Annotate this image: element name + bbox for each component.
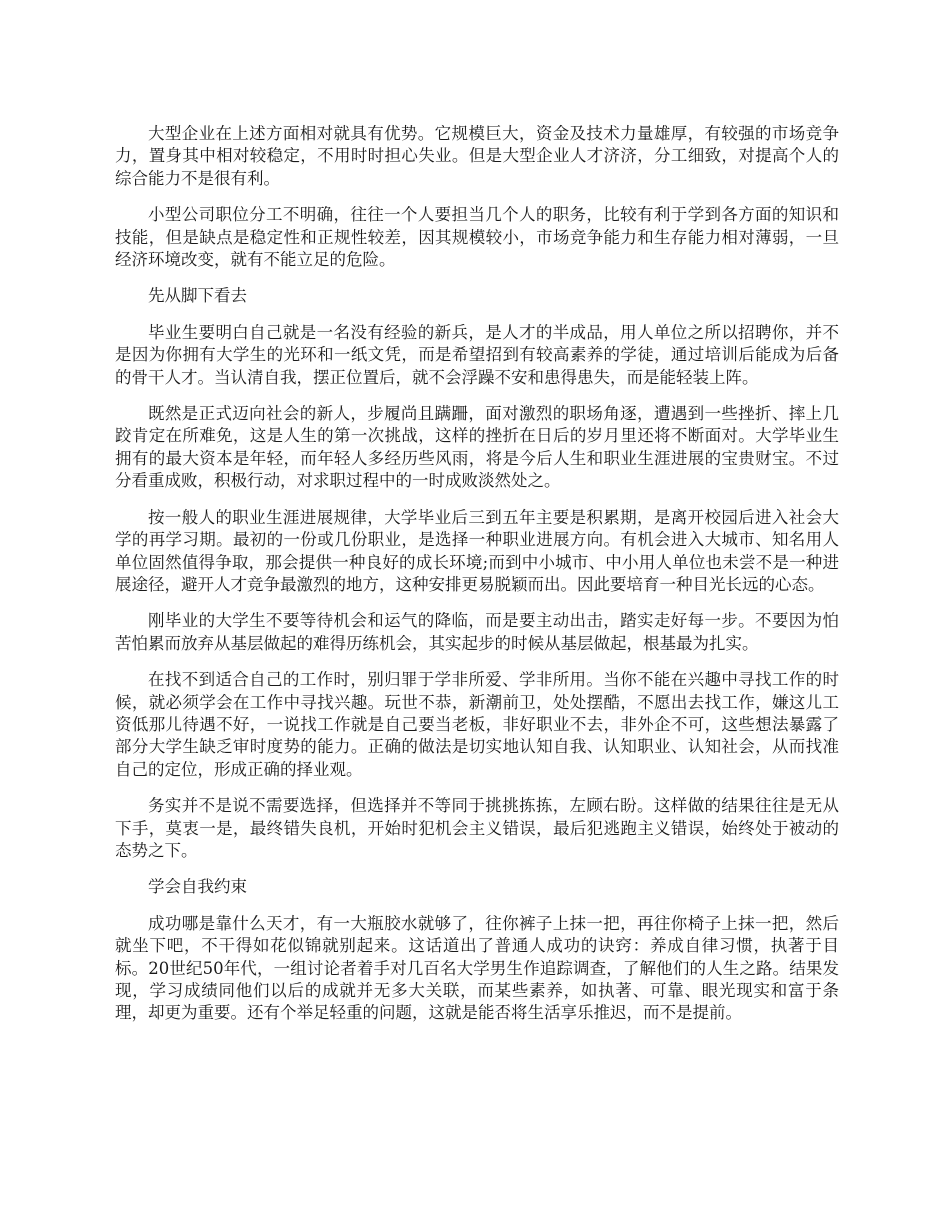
paragraph-take-initiative: 刚毕业的大学生不要等待机会和运气的降临，而是要主动出击，踏实走好每一步。不要因为怕苦怕累而放弃从基层做起的难得历练机会，其实起步的时候从基层做起，根基最为扎实。	[115, 611, 839, 653]
paragraph-career-development: 按一般人的职业生涯进展规律，大学毕业后三到五年主要是积累期，是离开校园后进入社会大学的再学习期。最初的一份或几份职业，是选择一种职业进展方向。有机会进入大城市、知名用人单位固然值得争取，那会提供一种良好的成长环境;而到中小城市、中小用人单位也未尝不是一种进展途径，避开人才竞争最激烈的地方，这种安排更易脱颖而出。因此要培育一种目光长远的心态。	[115, 507, 839, 594]
paragraph-find-interest: 在找不到适合自己的工作时，别归罪于学非所爱、学非所用。当你不能在兴趣中寻找工作的时候，就必须学会在工作中寻找兴趣。玩世不恭，新潮前卫，处处摆酷，不愿出去找工作，嫌这儿工资低那儿待遇不好，一说找工作就是自己要当老板，非好职业不去，非外企不可，这些想法暴露了部分大学生缺乏审时度势的能力。正确的做法是切实地认知自我、认知职业、认知社会，从而找准自己的定位，形成正确的择业观。	[115, 670, 839, 779]
section-heading-start-from-feet: 先从脚下看去	[148, 286, 247, 306]
paragraph-success-secret: 成功哪是靠什么天才，有一大瓶胶水就够了，往你裤子上抹一把，再往你椅子上抹一把，然后就坐下吧，不干得如花似锦就别起来。这话道出了普通人成功的诀窍：养成自律习惯，执著于目标。20世纪50年代，一组讨论者着手对几百名大学男生作追踪调查，了解他们的人生之路。结果发现，学习成绩同他们以后的成就并无多大关联，而某些素养，如执著、可靠、眼光现实和富于条理，却更为重要。还有个举足轻重的问题，这就是能否将生活享乐推迟，而不是提前。	[115, 913, 839, 1023]
document-page	[115, 123, 839, 1039]
paragraph-graduate-newcomer: 毕业生要明白自己就是一名没有经验的新兵，是人才的半成品，用人单位之所以招聘你，并不是因为你拥有大学生的光环和一纸文凭，而是希望招到有较高素养的学徒，通过培训后能成为后备的骨干人才。当认清自我，摆正位置后，就不会浮躁不安和患得患失，而是能轻装上阵。	[115, 322, 839, 387]
paragraph-large-enterprise: 大型企业在上述方面相对就具有优势。它规模巨大，资金及技术力量雄厚，有较强的市场竞争力，置身其中相对较稳定，不用时时担心失业。但是大型企业人才济济，分工细致，对提高个人的综合能力不是很有利。	[115, 124, 839, 188]
paragraph-pragmatic-choice: 务实并不是说不需要选择，但选择并不等同于挑挑拣拣，左顾右盼。这样做的结果往往是无从下手，莫衷一是，最终错失良机，开始时犯机会主义错误，最后犯逃跑主义错误，始终处于被动的态势之下。	[115, 796, 839, 860]
paragraph-small-company: 小型公司职位分工不明确，往往一个人要担当几个人的职务，比较有利于学到各方面的知识和技能，但是缺点是稳定性和正规性较差，因其规模较小，市场竞争能力和生存能力相对薄弱，一旦经济环境改变，就有不能立足的危险。	[115, 205, 839, 270]
section-heading-self-discipline: 学会自我约束	[148, 877, 247, 897]
paragraph-setbacks: 既然是正式迈向社会的新人，步履尚且蹒跚，面对激烈的职场角逐，遭遇到一些挫折、摔上几跤肯定在所难免，这是人生的第一次挑战，这样的挫折在日后的岁月里还将不断面对。大学毕业生拥有的最大资本是年轻，而年轻人多经历些风雨，将是今后人生和职业生涯进展的宝贵财宝。不过分看重成败，积极行动，对求职过程中的一时成败淡然处之。	[115, 404, 839, 491]
